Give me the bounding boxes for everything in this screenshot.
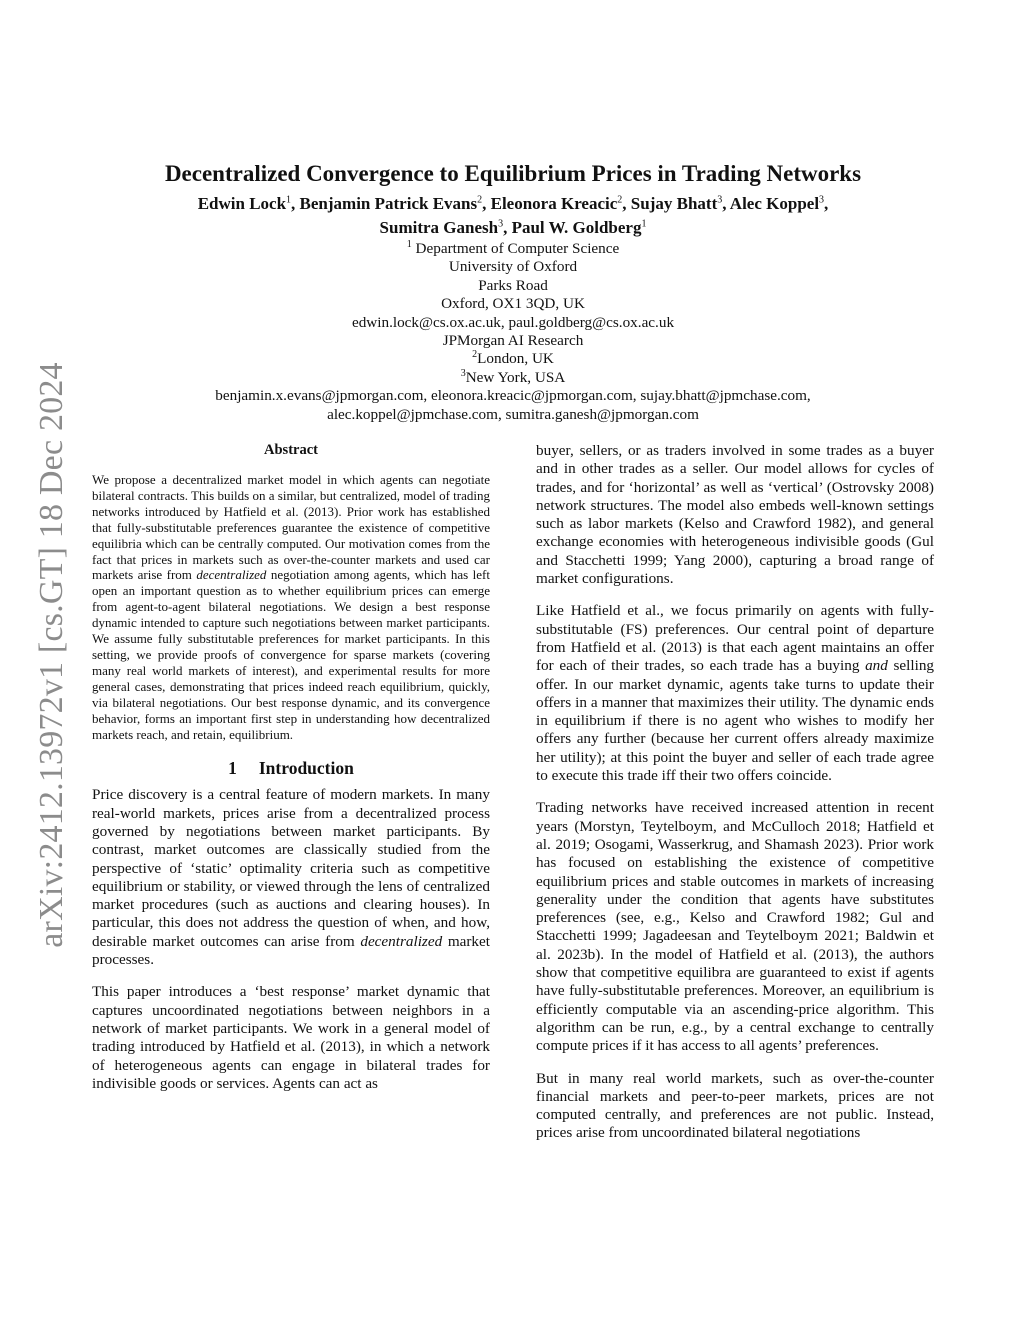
author-affiliation-mark: 2 xyxy=(477,194,483,206)
author-name: , Eleonora Kreacic xyxy=(482,194,618,213)
affiliation-oxford-city: Oxford, OX1 3QD, UK xyxy=(441,295,585,313)
jpmorgan-emails-line-1: benjamin.x.evans@jpmorgan.com, eleonora.kreacic@jpmorgan.com, sujay.bhatt@jpmchase.com, xyxy=(215,387,811,405)
body-paragraph xyxy=(536,602,934,785)
author-separator: , xyxy=(824,194,829,213)
author-affiliation-mark: 1 xyxy=(286,194,292,206)
author-name: Sumitra Ganesh xyxy=(379,218,499,237)
abstract-text: We propose a decentralized market model in which agents can negotiate bilateral contracts. This builds on a similar, but centralized, model of trading networks introduced by Hatfield et al. (2013). Prior work has established that fully-substitutable preferences guarantee the existence of competitive equilibria which can be centrally computed. Our motivation comes from the fact that prices in markets such as over-the-counter markets and used car markets arise from xyxy=(92,472,490,583)
affiliation-mark: 2 xyxy=(472,349,478,361)
affiliation-text: New York, USA xyxy=(465,368,566,386)
affiliation-jpmorgan: JPMorgan AI Research xyxy=(442,332,584,350)
affiliation-text: Department of Computer Science xyxy=(411,240,620,257)
arxiv-identifier: arXiv:2412.13972v1 [cs.GT] 18 Dec 2024 xyxy=(33,362,70,948)
jpmorgan-emails-line-2: alec.koppel@jpmchase.com, sumitra.ganesh@jpmorgan.com xyxy=(327,405,699,423)
body-paragraph: Trading networks have received increased attention in recent years (Morstyn, Teytelboym, and McCulloch 2018; Hatfield et al. 2019; Osogami, Wasserkrug, and Shamash 2023). Prior work has focused on establishing the existence of competitive equilibrium prices and stable outcomes in markets of increasing generality under the condition that agents have substitutes preferences (see, e.g., Kelso and Crawford 1982; Gul and Stacchetti 1999; Jagadeesan and Teytelboym 2021; Baldwin et al. 2023b). In the model of Hatfield et al. (2013), the authors show that competitive equilibra are guaranteed to exist if agents have fully-substitutable preferences. Moreover, an equilibrium is efficiently computable via an ascending-price algorithm. This algorithm can be run, e.g., by a central exchange to centrally compute prices if it has access to all agents’ preferences. xyxy=(536,799,934,1055)
author-name: , Sujay Bhatt xyxy=(622,194,718,213)
abstract-emphasis: decentralized xyxy=(196,567,267,583)
body-emphasis: decentralized xyxy=(360,932,443,950)
author-affiliation-mark: 3 xyxy=(498,218,504,230)
affiliations xyxy=(92,240,934,424)
oxford-emails: edwin.lock@cs.ox.ac.uk, paul.goldberg@cs.ox.ac.uk xyxy=(351,313,675,331)
author-name: Edwin Lock xyxy=(197,194,287,213)
affiliation-text: London, UK xyxy=(477,350,554,368)
abstract-paragraph xyxy=(92,472,490,742)
body-text: Price discovery is a central feature of modern markets. In many real-world markets, prices arise from a decentralized process governed by negotiations between market participants. By contrast, market outcomes are classically studied from the perspective of ‘static’ optimality criteria such as competitive equilibrium or stability, or viewed through the lens of centralized market procedures (such as auctions and clearing houses). In particular, this does not address the question of when, and how, desirable market outcomes can arise from xyxy=(92,786,490,950)
paper-header xyxy=(92,158,934,424)
author-affiliation-mark: 3 xyxy=(819,194,825,206)
author-affiliation-mark: 2 xyxy=(617,194,623,206)
paper-title: Decentralized Convergence to Equilibrium Prices in Trading Networks xyxy=(164,161,862,186)
author-name: , Alec Koppel xyxy=(722,194,820,213)
abstract-text: negotiation among agents, which has left open an important question as to whether equilibrium prices can emerge from agent-to-agent bilateral negotiations. We design a best response dynamic intended to capture such negotiations between market participants. We assume fully substitutable preferences for market participants. In this setting, we provide proofs of convergence for sparse markets (covering many real world markets of interest), and experimental results for more general cases, demonstrating that prices indeed reach equilibrium, quickly, via bilateral negotiations. Our best response dynamic, and its convergence behavior, forms an important first step in understanding how decentralized markets reach, and retain, equilibrium. xyxy=(92,567,490,742)
author-affiliation-mark: 3 xyxy=(717,194,723,206)
section-heading-introduction xyxy=(92,756,490,780)
author-name: , Benjamin Patrick Evans xyxy=(291,194,478,213)
author-affiliation-mark: 1 xyxy=(641,218,647,230)
author-line-1 xyxy=(92,192,934,216)
body-text: market processes. xyxy=(92,932,490,969)
left-column xyxy=(92,440,490,1093)
body-paragraph: This paper introduces a ‘best response’ market dynamic that captures uncoordinated negotiations between neighbors in a network of market participants. We work in a general model of trading introduced by Hatfield et al. (2013), in which a network of heterogeneous agents can engage in bilateral trades for indivisible goods or services. Agents can act as xyxy=(92,983,490,1092)
body-paragraph: buyer, sellers, or as traders involved in some trades as a buyer and in other trades as a seller. Our model allows for cycles of trades, and for ‘horizontal’ as well as ‘vertical’ (Ostrovsky 2008) network structures. The model also embeds well-known settings such as labor markets (Kelso and Crawford 1982), and general exchange economies with heterogeneous indivisible goods (Gul and Stacchetti 1999; Yang 2000), capturing a broad range of market configurations. xyxy=(536,442,934,588)
affiliation-oxford-road: Parks Road xyxy=(478,276,548,294)
body-paragraph xyxy=(92,786,490,969)
affiliation-mark: 3 xyxy=(460,367,466,379)
author-list xyxy=(92,192,934,240)
affiliation-oxford-dept xyxy=(92,240,934,258)
body-paragraph: But in many real world markets, such as over-the-counter financial markets and peer-to-peer markets, prices are not computed centrally, and preferences are not public. Instead, prices arise from uncoordinated bilateral negotiations xyxy=(536,1069,934,1142)
author-line-2 xyxy=(92,216,934,240)
abstract-heading: Abstract xyxy=(264,442,318,458)
section-number: 1 xyxy=(228,758,237,779)
right-column xyxy=(536,442,934,1143)
body-text: Like Hatfield et al., we focus primarily on agents with fully-substitutable (FS) preferences. Our central point of departure from Hatfield et al. (2013) is that each agent maintains an offer for each of their trades, so each trade has a buying xyxy=(536,602,934,675)
author-name: , Paul W. Goldberg xyxy=(503,218,642,237)
affiliation-mark: 1 xyxy=(406,238,412,250)
affiliation-new-york xyxy=(92,369,934,387)
affiliation-oxford-uni: University of Oxford xyxy=(448,258,578,276)
affiliation-london xyxy=(92,350,934,368)
body-text: selling offer. In our market dynamic, agents take turns to update their offers in a manner that maximizes their utility. The dynamic ends in equilibrium if there is no agent who wishes to modify her offers any further (because her current offers already maximize her utility); at this point the buyer and seller of each trade agree to execute this trade iff their two offers coincide. xyxy=(536,657,935,785)
section-title: Introduction xyxy=(258,758,354,779)
body-emphasis: and xyxy=(865,657,888,675)
